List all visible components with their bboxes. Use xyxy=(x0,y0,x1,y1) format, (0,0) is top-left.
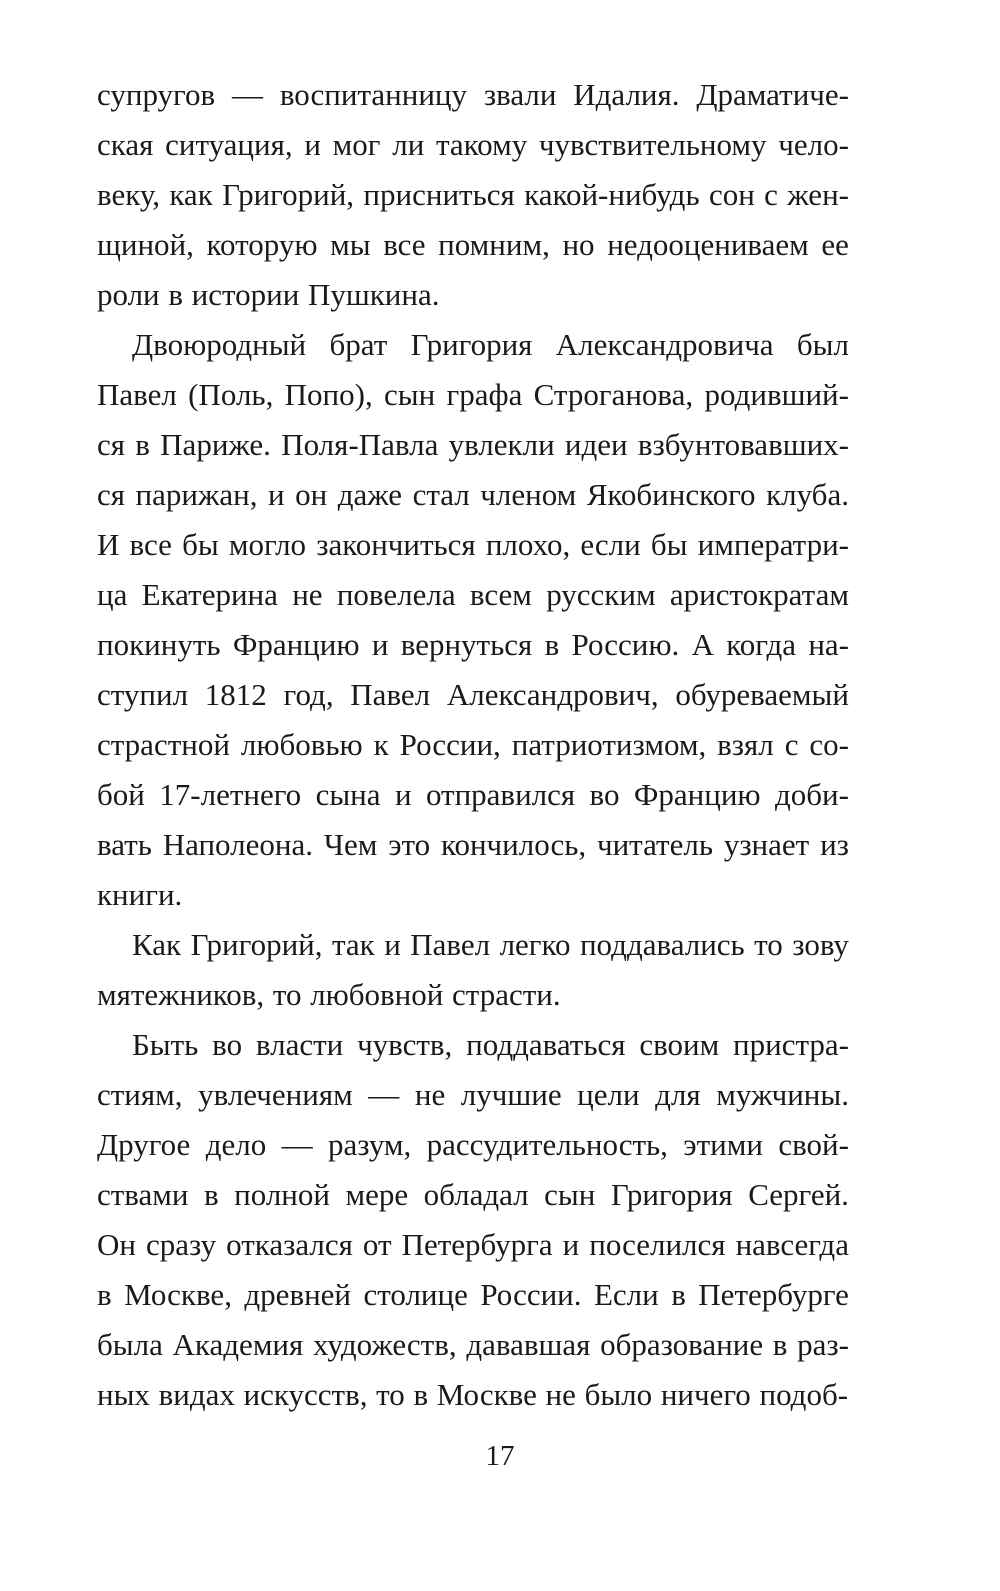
text-line: Он сразу отказался от Петербурга и поселился навсегда xyxy=(97,1227,849,1262)
text-line: роли в истории Пушкина. xyxy=(97,277,440,312)
text-line: страстной любовью к России, патриотизмом, взял с со- xyxy=(97,727,849,762)
text-line: щиной, которую мы все помним, но недооцениваем ее xyxy=(97,227,849,262)
text-line: Быть во власти чувств, поддаваться своим пристра- xyxy=(132,1027,849,1062)
paragraph xyxy=(97,1020,849,1420)
text-line: ца Екатерина не повелела всем русским аристократам xyxy=(97,577,849,612)
text-line: Как Григорий, так и Павел легко поддавались то зову xyxy=(132,927,849,962)
paragraph xyxy=(97,920,849,1020)
text-line: бой 17-летнего сына и отправился во Францию доби- xyxy=(97,777,849,812)
text-line: была Академия художеств, дававшая образование в раз- xyxy=(97,1327,849,1362)
text-line: ствами в полной мере обладал сын Григория Сергей. xyxy=(97,1177,849,1212)
body-text xyxy=(97,70,849,1420)
text-line: в Москве, древней столице России. Если в Петербурге xyxy=(97,1277,849,1312)
text-line: ся в Париже. Поля-Павла увлекли идеи взбунтовавших- xyxy=(97,427,849,462)
text-line: ных видах искусств, то в Москве не было ничего подоб- xyxy=(97,1377,849,1412)
paragraph xyxy=(97,70,849,320)
text-line: Другое дело — разум, рассудительность, этими свой- xyxy=(97,1127,849,1162)
text-line: ступил 1812 год, Павел Александрович, обуреваемый xyxy=(97,677,849,712)
text-line: веку, как Григорий, присниться какой-нибудь сон с жен- xyxy=(97,177,849,212)
text-line: книги. xyxy=(97,877,183,912)
text-line: Павел (Поль, Попо), сын графа Строганова, родивший- xyxy=(97,377,849,412)
text-line: стиям, увлечениям — не лучшие цели для мужчины. xyxy=(97,1077,849,1112)
text-line: вать Наполеона. Чем это кончилось, читатель узнает из xyxy=(97,827,849,862)
paragraph xyxy=(97,320,849,920)
text-line: супругов — воспитанницу звали Идалия. Драматиче- xyxy=(97,77,849,112)
text-line: мятежников, то любовной страсти. xyxy=(97,977,561,1012)
text-line: покинуть Францию и вернуться в Россию. А когда на- xyxy=(97,627,849,662)
page-number: 17 xyxy=(485,1440,515,1472)
text-line: Двоюродный брат Григория Александровича был xyxy=(132,327,849,362)
text-line: ская ситуация, и мог ли такому чувствительному чело- xyxy=(97,127,849,162)
text-line: И все бы могло закончиться плохо, если бы императри- xyxy=(97,527,849,562)
text-line: ся парижан, и он даже стал членом Якобинского клуба. xyxy=(97,477,849,512)
